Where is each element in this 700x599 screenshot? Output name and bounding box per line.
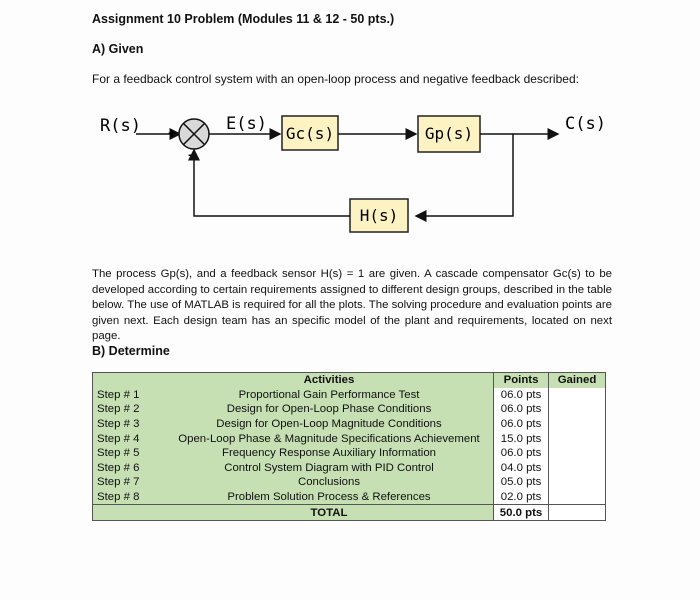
points-cell: 05.0 pts — [494, 475, 549, 490]
controller-label: Gc(s) — [285, 124, 335, 143]
step-cell: Step # 6 — [93, 461, 166, 476]
gained-cell[interactable] — [549, 490, 606, 505]
total-row — [93, 505, 606, 521]
points-cell: 06.0 pts — [494, 417, 549, 432]
step-cell: Step # 5 — [93, 446, 166, 461]
gained-cell[interactable] — [549, 388, 606, 403]
table-row — [93, 388, 606, 403]
problem-description: The process Gp(s), and a feedback sensor H(s) = 1 are given. A cascade compensator Gc(s) to be developed according to certain requirements assigned to different design groups, described in the table below. The use of MATLAB is required for all the plots. The solving procedure and evaluation points are given next. Each design team has an specific model of the plant and requirements, located on next page. — [92, 268, 612, 342]
activity-cell: Open-Loop Phase & Magnitude Specifications Achievement — [165, 431, 494, 446]
activity-cell: Conclusions — [165, 475, 494, 490]
points-cell: 06.0 pts — [494, 388, 549, 403]
activities-table — [92, 372, 606, 521]
gained-cell[interactable] — [549, 461, 606, 476]
activity-cell: Frequency Response Auxiliary Information — [165, 446, 494, 461]
block-diagram — [88, 98, 618, 248]
error-label: E(s) — [226, 114, 267, 134]
gained-cell[interactable] — [549, 475, 606, 490]
table-row — [93, 417, 606, 432]
points-header: Points — [494, 373, 549, 388]
points-cell: 06.0 pts — [494, 446, 549, 461]
points-cell: 15.0 pts — [494, 431, 549, 446]
activities-header: Activities — [165, 373, 494, 388]
points-cell: 02.0 pts — [494, 490, 549, 505]
minus-sign: − — [188, 147, 197, 163]
input-label: R(s) — [100, 116, 141, 136]
table-header-row — [93, 373, 606, 388]
output-label: C(s) — [565, 114, 606, 134]
intro-text: For a feedback control system with an open-loop process and negative feedback described: — [92, 72, 579, 86]
table-row — [93, 446, 606, 461]
activity-cell: Control System Diagram with PID Control — [165, 461, 494, 476]
table-row — [93, 490, 606, 505]
table-body — [93, 388, 606, 505]
total-gained-cell[interactable] — [549, 505, 606, 521]
activity-cell: Proportional Gain Performance Test — [165, 388, 494, 403]
points-cell: 06.0 pts — [494, 402, 549, 417]
table-row — [93, 402, 606, 417]
step-cell: Step # 1 — [93, 388, 166, 403]
points-cell: 04.0 pts — [494, 461, 549, 476]
table-row — [93, 431, 606, 446]
total-label: TOTAL — [165, 505, 494, 521]
given-heading: A) Given — [92, 42, 144, 56]
feedback-path-left — [194, 150, 350, 216]
plant-label: Gp(s) — [424, 124, 474, 143]
determine-heading: B) Determine — [92, 344, 170, 358]
assignment-title: Assignment 10 Problem (Modules 11 & 12 - 50 pts.) — [92, 12, 395, 26]
gained-cell[interactable] — [549, 417, 606, 432]
step-cell: Step # 4 — [93, 431, 166, 446]
gained-cell[interactable] — [549, 446, 606, 461]
activity-cell: Design for Open-Loop Phase Conditions — [165, 402, 494, 417]
table-row — [93, 461, 606, 476]
total-points: 50.0 pts — [494, 505, 549, 521]
feedback-label: H(s) — [359, 206, 399, 225]
summing-junction — [179, 119, 209, 149]
step-cell: Step # 3 — [93, 417, 166, 432]
step-cell: Step # 2 — [93, 402, 166, 417]
table-row — [93, 475, 606, 490]
activity-cell: Design for Open-Loop Magnitude Conditions — [165, 417, 494, 432]
activity-cell: Problem Solution Process & References — [165, 490, 494, 505]
gained-cell[interactable] — [549, 431, 606, 446]
gained-header: Gained — [549, 373, 606, 388]
gained-cell[interactable] — [549, 402, 606, 417]
step-cell: Step # 8 — [93, 490, 166, 505]
step-cell: Step # 7 — [93, 475, 166, 490]
plus-sign: + — [168, 125, 177, 141]
